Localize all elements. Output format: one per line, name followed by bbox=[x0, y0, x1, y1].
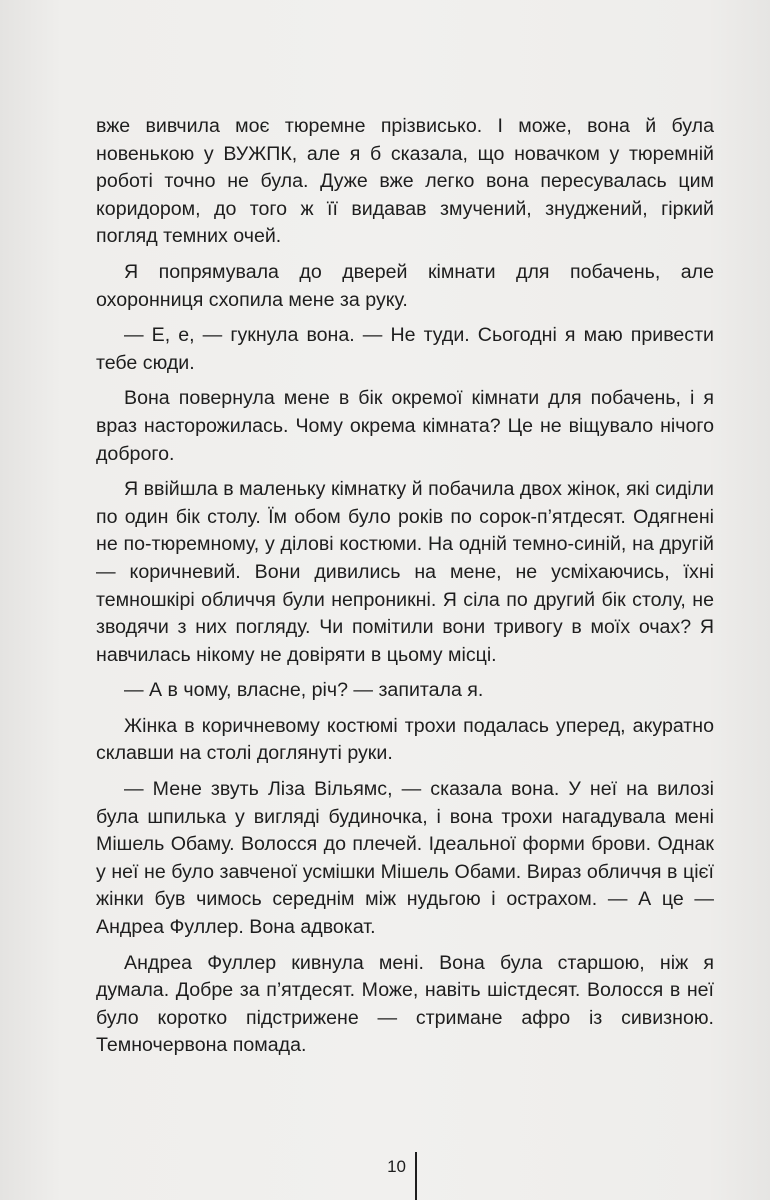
paragraph-3: — Е, е, — гукнула вона. — Не туди. Сьогодні я маю привести тебе сюди. bbox=[96, 324, 714, 374]
page-number: 10 bbox=[387, 1157, 406, 1176]
paragraph-7: Жінка в коричневому костюмі трохи подалась уперед, акуратно склавши на столі доглянуті руки. bbox=[96, 714, 714, 765]
paragraph-1: вже вивчила моє тюремне прізвисько. І може, вона й була новенькою у ВУЖПК, але я б сказала, що новачком у тюремній роботі точно не була. Дуже вже легко вона пересувалась цим коридором, до того ж її видавав змучений, знуджений, гіркий погляд темних очей. bbox=[96, 115, 714, 248]
paragraph-8: — Мене звуть Ліза Вільямс, — сказала вона. У неї на вилозі була шпилька у вигляді будиночка, і вона трохи нагадувала мені Мішель Обаму. Волосся до плечей. Ідеальної форми брови. Однак у неї не було завченої усмішки Мішель Обами. Вираз обличчя в цієї жінки був чимось середнім між нудьгою і острахом. — А це — Андреа Фуллер. Вона адвокат. bbox=[96, 778, 714, 939]
body-text bbox=[96, 113, 714, 1060]
paragraph-5: Я ввійшла в маленьку кімнатку й побачила двох жінок, які сиділи по один бік столу. Їм обом було років по сорок-п’ятдесят. Одягнені не по-тюремному, у ділові костюми. На одній темно-синій, на другій — коричневий. Вони дивились на мене, не усміхаючись, їхні темношкірі обличчя були непроникні. Я сіла по другий бік столу, не зводячи з них погляду. Чи помітили вони тривогу в моїх очах? Я навчилась нікому не довіряти в цьому місці. bbox=[96, 478, 714, 666]
paragraph-6: — А в чому, власне, річ? — запитала я. bbox=[124, 679, 484, 702]
paragraph-9: Андреа Фуллер кивнула мені. Вона була старшою, ніж я думала. Добре за п’ятдесят. Може, навіть шістдесят. Волосся в неї було коротко підстрижене — стримане афро із сивизною. Темночервона помада. bbox=[96, 951, 714, 1057]
page-number-rule bbox=[415, 1152, 417, 1200]
paragraph-2: Я попрямувала до дверей кімнати для побачень, але охоронниця схопила мене за руку. bbox=[96, 260, 714, 311]
paragraph-4: Вона повернула мене в бік окремої кімнати для побачень, і я враз насторожилась. Чому окрема кімната? Це не віщувало нічого доброго. bbox=[96, 387, 714, 465]
